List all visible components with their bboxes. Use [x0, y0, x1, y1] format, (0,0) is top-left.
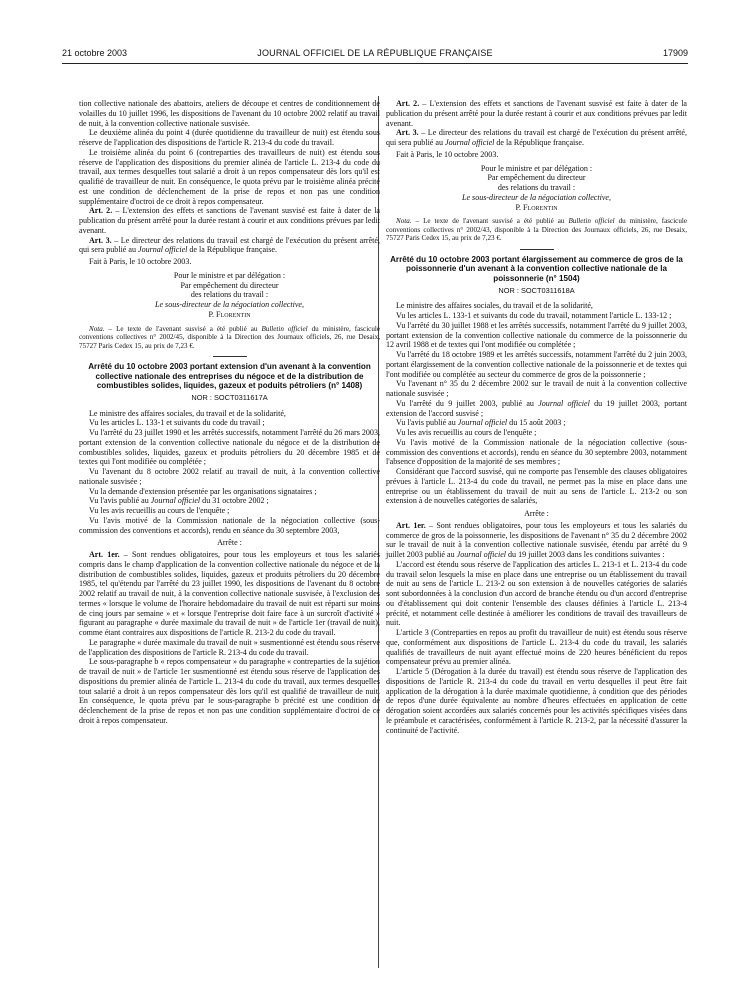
paragraph: tion collective nationale des abattoirs, ateliers de découpe et centres de conditionnement de volailles du 10 juillet 1996, les dispositions de l'avenant du 10 octobre 2002 relatif au travail de nuit, à la convention collective nationale susvisée.	[79, 99, 380, 128]
visa: Vu la demande d'extension présentée par les organisations signataires ;	[89, 486, 317, 496]
nota-note: Nota. – Le texte de l'avenant susvisé a été publié au Bulletin officiel du ministère, fascicule conventions collectives n° 2002/45, disponible à la Direction des Journaux officiels, 26, rue Desaix, 75727 Paris Cedex 15, au prix de 7,23 €.	[79, 324, 380, 350]
visa: Le ministre des affaires sociales, du travail et de la solidarité,	[89, 408, 286, 418]
considerant: Considérant que l'accord susvisé, qui ne comporte pas l'ensemble des clauses obligatoires prévues à l'article L. 213-4 du code du travail, ne permet pas la mise en place dans une entreprise ou un établissement du travail de nuit au sens de l'article L. 213-2 ou son extension à de nouvelles catégories de salariés,	[386, 467, 687, 506]
article-2: Art. 2. – L'extension des effets et sanctions de l'avenant susvisé est faite à dater de la publication du présent arrêté pour la durée restant à courir et aux conditions prévues par ledit avenant.	[79, 206, 381, 235]
visa: Le ministre des affaires sociales, du travail et de la solidarité,	[396, 301, 593, 311]
article-3: Art. 3. – Le directeur des relations du travail est chargé de l'exécution du présent arrêté, qui sera publié au Journal officiel de la République française.	[79, 235, 381, 255]
nor-reference: NOR : SOCT0311618A	[498, 285, 575, 295]
article-label: Art. 2.	[396, 99, 420, 108]
visa: Vu l'arrêté du 9 juillet 2003, publié au Journal officiel du 19 juillet 2003, portant extension de l'accord susvisé ;	[386, 398, 687, 418]
arrete-heading: Arrête :	[217, 538, 242, 548]
section-separator	[213, 356, 247, 357]
article-3: Art. 3. – Le directeur des relations du travail est chargé de l'exécution du présent arrêté, qui sera publié au Journal officiel de la République française.	[386, 128, 688, 147]
signature-block: Pour le ministre et par délégation : Par empêchement du directeur des relations du travail : Le sous-directeur de la négociation collective, P. Florentin	[79, 271, 380, 320]
paragraph: Le sous-paragraphe b « repos compensateur » du paragraphe « contreparties de la sujétion de travail de nuit » de l'article 1er susmentionné est étendu sous réserve de l'application des dispositions du premier alinéa de l'article L. 213-4 du code du travail, aux termes desquelles tout salarié a droit à un repos compensateur dès lors qu'il est qualifié de travailleur de nuit. En conséquence, le quota prévu par le sous-paragraphe b précité est une condition de déclenchement de la prise de repos et non pas une condition supplémentaire d'octroi de ce droit à repos compensateur.	[79, 657, 380, 725]
header-journal-title: JOURNAL OFFICIEL DE LA RÉPUBLIQUE FRANÇAISE	[257, 48, 493, 58]
visa: Vu l'avis motivé de la Commission nationale de la négociation collective (sous-commission des conventions et accords), rendu en séance du 30 septembre 2003,	[79, 515, 380, 535]
paragraph: L'accord est étendu sous réserve de l'application des articles L. 213-1 et L. 213-4 du code du travail selon lesquels la mise en place dans une entreprise ou un établissement du travail de nuit au sens de l'article L. 213-2 ou son extension à de nouvelles catégories de salariés sont subordonnées à la conclusion d'un accord de branche étendu ou d'un accord d'entreprise ou d'établissement qui doit contenir l'ensemble des clauses définies à l'article L. 213-4 précité, et notamment celle destinée à améliorer les conditions de travail des travailleurs de nuit.	[386, 559, 687, 628]
article-label: Art. 1er.	[396, 520, 426, 530]
article-1: Art. 1er. – Sont rendues obligatoires, pour tous les employeurs et tous les salariés compris dans le champ d'application de la convention collective nationale du négoce et de la distribution de combustibles solides, liquides, gazeux et produits pétroliers du 20 décembre 1985, tel qu'étendu par l'arrêté du 23 juillet 1990, les dispositions de l'avenant du 8 octobre 2002 relatif au travail de nuit, à la convention collective nationale susvisée, à l'exclusion des termes « lorsque le volume de l'horaire hebdomadaire du travail de nuit est réparti sur moins de cinq jours par semaine » et « lorsque l'entreprise doit faire face à un surcroît d'activité » figurant au paragraphe « durée maximale du travail de nuit » de l'article 1er (travail de nuit), comme étant contraires aux dispositions de l'article R. 213-2 du code du travail.	[79, 550, 380, 638]
header-date: 21 octobre 2003	[62, 48, 128, 58]
article-label: Art. 2.	[89, 206, 113, 216]
arrete-heading: Arrête :	[524, 509, 549, 519]
visa: Vu l'avis motivé de la Commission nationale de la négociation collective (sous-commission des conventions et accords), rendu en séance du 30 septembre 2003, notamment l'absence d'opposition de la majorité de ses membres ;	[386, 437, 687, 467]
visa: Vu l'arrêté du 30 juillet 1988 et les arrêtés successifs, notamment l'arrêté du 9 juillet 2003, portant extension de la convention collective nationale du commerce de la poissonnerie du 12 avril 1988 et de textes qui l'ont modifiée ou complétée ;	[386, 320, 687, 350]
paragraph: Le deuxième alinéa du point 4 (durée quotidienne du travailleur de nuit) est étendu sous réserve de l'application des dispositions de l'article R. 213-4 du code du travail.	[79, 128, 380, 147]
header-rule	[62, 63, 688, 64]
visa: Vu l'avenant n° 35 du 2 décembre 2002 sur le travail de nuit à la convention collective nationale susvisée ;	[386, 379, 687, 399]
paragraph: L'article 5 (Dérogation à la durée du travail) est étendu sous réserve de l'application des dispositions de l'article R. 213-4 du code du travail en vertu desquelles il peut être fait application de la dérogation à la durée maximale quotidienne, à condition que des périodes de repos d'une durée équivalente au nombre d'heures effectuées en application de cette dérogation soient accordées aux salariés concernés pour les activités spécifiques visées dans le préambule et caractérisées, conformément à l'article R. 213-2, par la nécessité d'assurer la continuité de l'activité.	[386, 667, 687, 735]
date-line: Fait à Paris, le 10 octobre 2003.	[396, 149, 499, 159]
article-label: Art. 1er.	[89, 550, 120, 560]
date-line: Fait à Paris, le 10 octobre 2003.	[89, 257, 192, 266]
arrete-title: Arrêté du 10 octobre 2003 portant élargissement au commerce de gros de la poissonnerie d'un avenant à la convention collective nationale de la poissonnerie (n° 1504)	[390, 254, 683, 283]
visa: Vu l'arrêté du 18 octobre 1989 et les arrêtés successifs, notamment l'arrêté du 2 juin 2003, portant élargissement de la convention collective nationale de la poissonnerie et de textes qui l'ont modifiée ou complétée au secteur du commerce de gros de la poissonnerie ;	[386, 350, 687, 379]
nota-note: Nota. – Le texte de l'avenant susvisé a été publié au Bulletin officiel du ministère, fascicule conventions collectives n° 2002/43, disponible à la Direction des Journaux officiels, 26, rue Desaix, 75727 Paris Cedex 15, au prix de 7,23 €.	[386, 217, 687, 243]
signatory-name: P. Florentin	[208, 309, 251, 319]
signatory-name: P. Florentin	[515, 202, 558, 212]
nor-reference: NOR : SOCT0311617A	[191, 392, 268, 402]
article-1: Art. 1er. – Sont rendues obligatoires, pour tous les employeurs et tous les salariés du commerce de gros de la poissonnerie, les dispositions de l'avenant n° 35 du 2 décembre 2002 sur le travail de nuit à la convention collective nationale susvisée, étendu par arrêté du 9 juillet 2003 publié au Journal officiel du 19 juillet 2003 dans les conditions suivantes :	[386, 520, 687, 560]
paragraph: Le troisième alinéa du point 6 (contreparties des travailleurs de nuit) est étendu sous réserve de l'application des dispositions du premier alinéa de l'article L. 213-4 du code du travail, aux termes desquelles tout salarié a droit à un repos compensateur dès lors qu'il est qualifié de travailleur de nuit. En conséquence, le quota prévu par le troisième alinéa précité est une condition de déclenchement de la prise de repos et non pas une condition supplémentaire d'octroi de ce droit à repos compensateur.	[79, 147, 380, 206]
visa: Vu les avis recueillis au cours de l'enquête ;	[89, 506, 230, 516]
visa: Vu l'avis publié au Journal officiel du 31 octobre 2002 ;	[89, 496, 269, 506]
visa: Vu l'arrêté du 23 juillet 1990 et les arrêtés successifs, notamment l'arrêté du 26 mars 2003, portant extension de la convention collective nationale du négoce et de la distribution de combustibles solides, liquides, gazeux et produits pétroliers du 20 décembre 1985 et de textes qui l'ont modifiée ou complétée ;	[79, 428, 380, 467]
signature-block: Pour le ministre et par délégation : Par empêchement du directeur des relations du travail : Le sous-directeur de la négociation collective, P. Florentin	[386, 164, 687, 213]
visa: Vu les articles L. 133-1 et suivants du code du travail, notamment l'article L. 133-12 ;	[396, 311, 672, 321]
article-label: Art. 3.	[396, 128, 419, 138]
paragraph: L'article 3 (Contreparties en repos au profit du travailleur de nuit) est étendu sous réserve que, conformément aux dispositions de l'article L. 213-4 du code du travail, les salariés qualifiés de travailleurs de nuit ayant effectué moins de 220 heures bénéficient du repos compensateur prévu au premier alinéa.	[386, 628, 687, 667]
header-page-number: 17909	[662, 48, 688, 58]
arrete-title: Arrêté du 10 octobre 2003 portant extension d'un avenant à la convention collective nationale des entreprises du négoce et de la distribution de combustibles solides, liquides, gazeux et poduits pétroliers (n° 1408)	[88, 362, 371, 391]
visa: Vu les avis recueillis au cours de l'enquête ;	[396, 428, 537, 438]
section-separator	[520, 249, 554, 250]
article-2: Art. 2. – L'extension des effets et sanctions de l'avenant susvisé est faite à dater de la publication du présent arrêté pour la durée restant à courir et aux conditions prévues par ledit avenant.	[386, 99, 688, 128]
visa: Vu l'avenant du 8 octobre 2002 relatif au travail de nuit, à la convention collective nationale susvisée ;	[79, 467, 380, 486]
right-column	[386, 99, 687, 735]
article-label: Art. 3.	[89, 235, 112, 245]
visa: Vu les articles L. 133-1 et suivants du code du travail ;	[89, 418, 265, 428]
visa: Vu l'avis publié au Journal officiel du 15 août 2003 ;	[396, 418, 566, 428]
left-column	[79, 99, 380, 726]
page-header	[62, 48, 688, 62]
paragraph: Le paragraphe « durée maximale du travail de nuit » susmentionné est étendu sous réserve de l'application des dispositions de l'article R. 213-4 du code du travail.	[79, 637, 380, 657]
